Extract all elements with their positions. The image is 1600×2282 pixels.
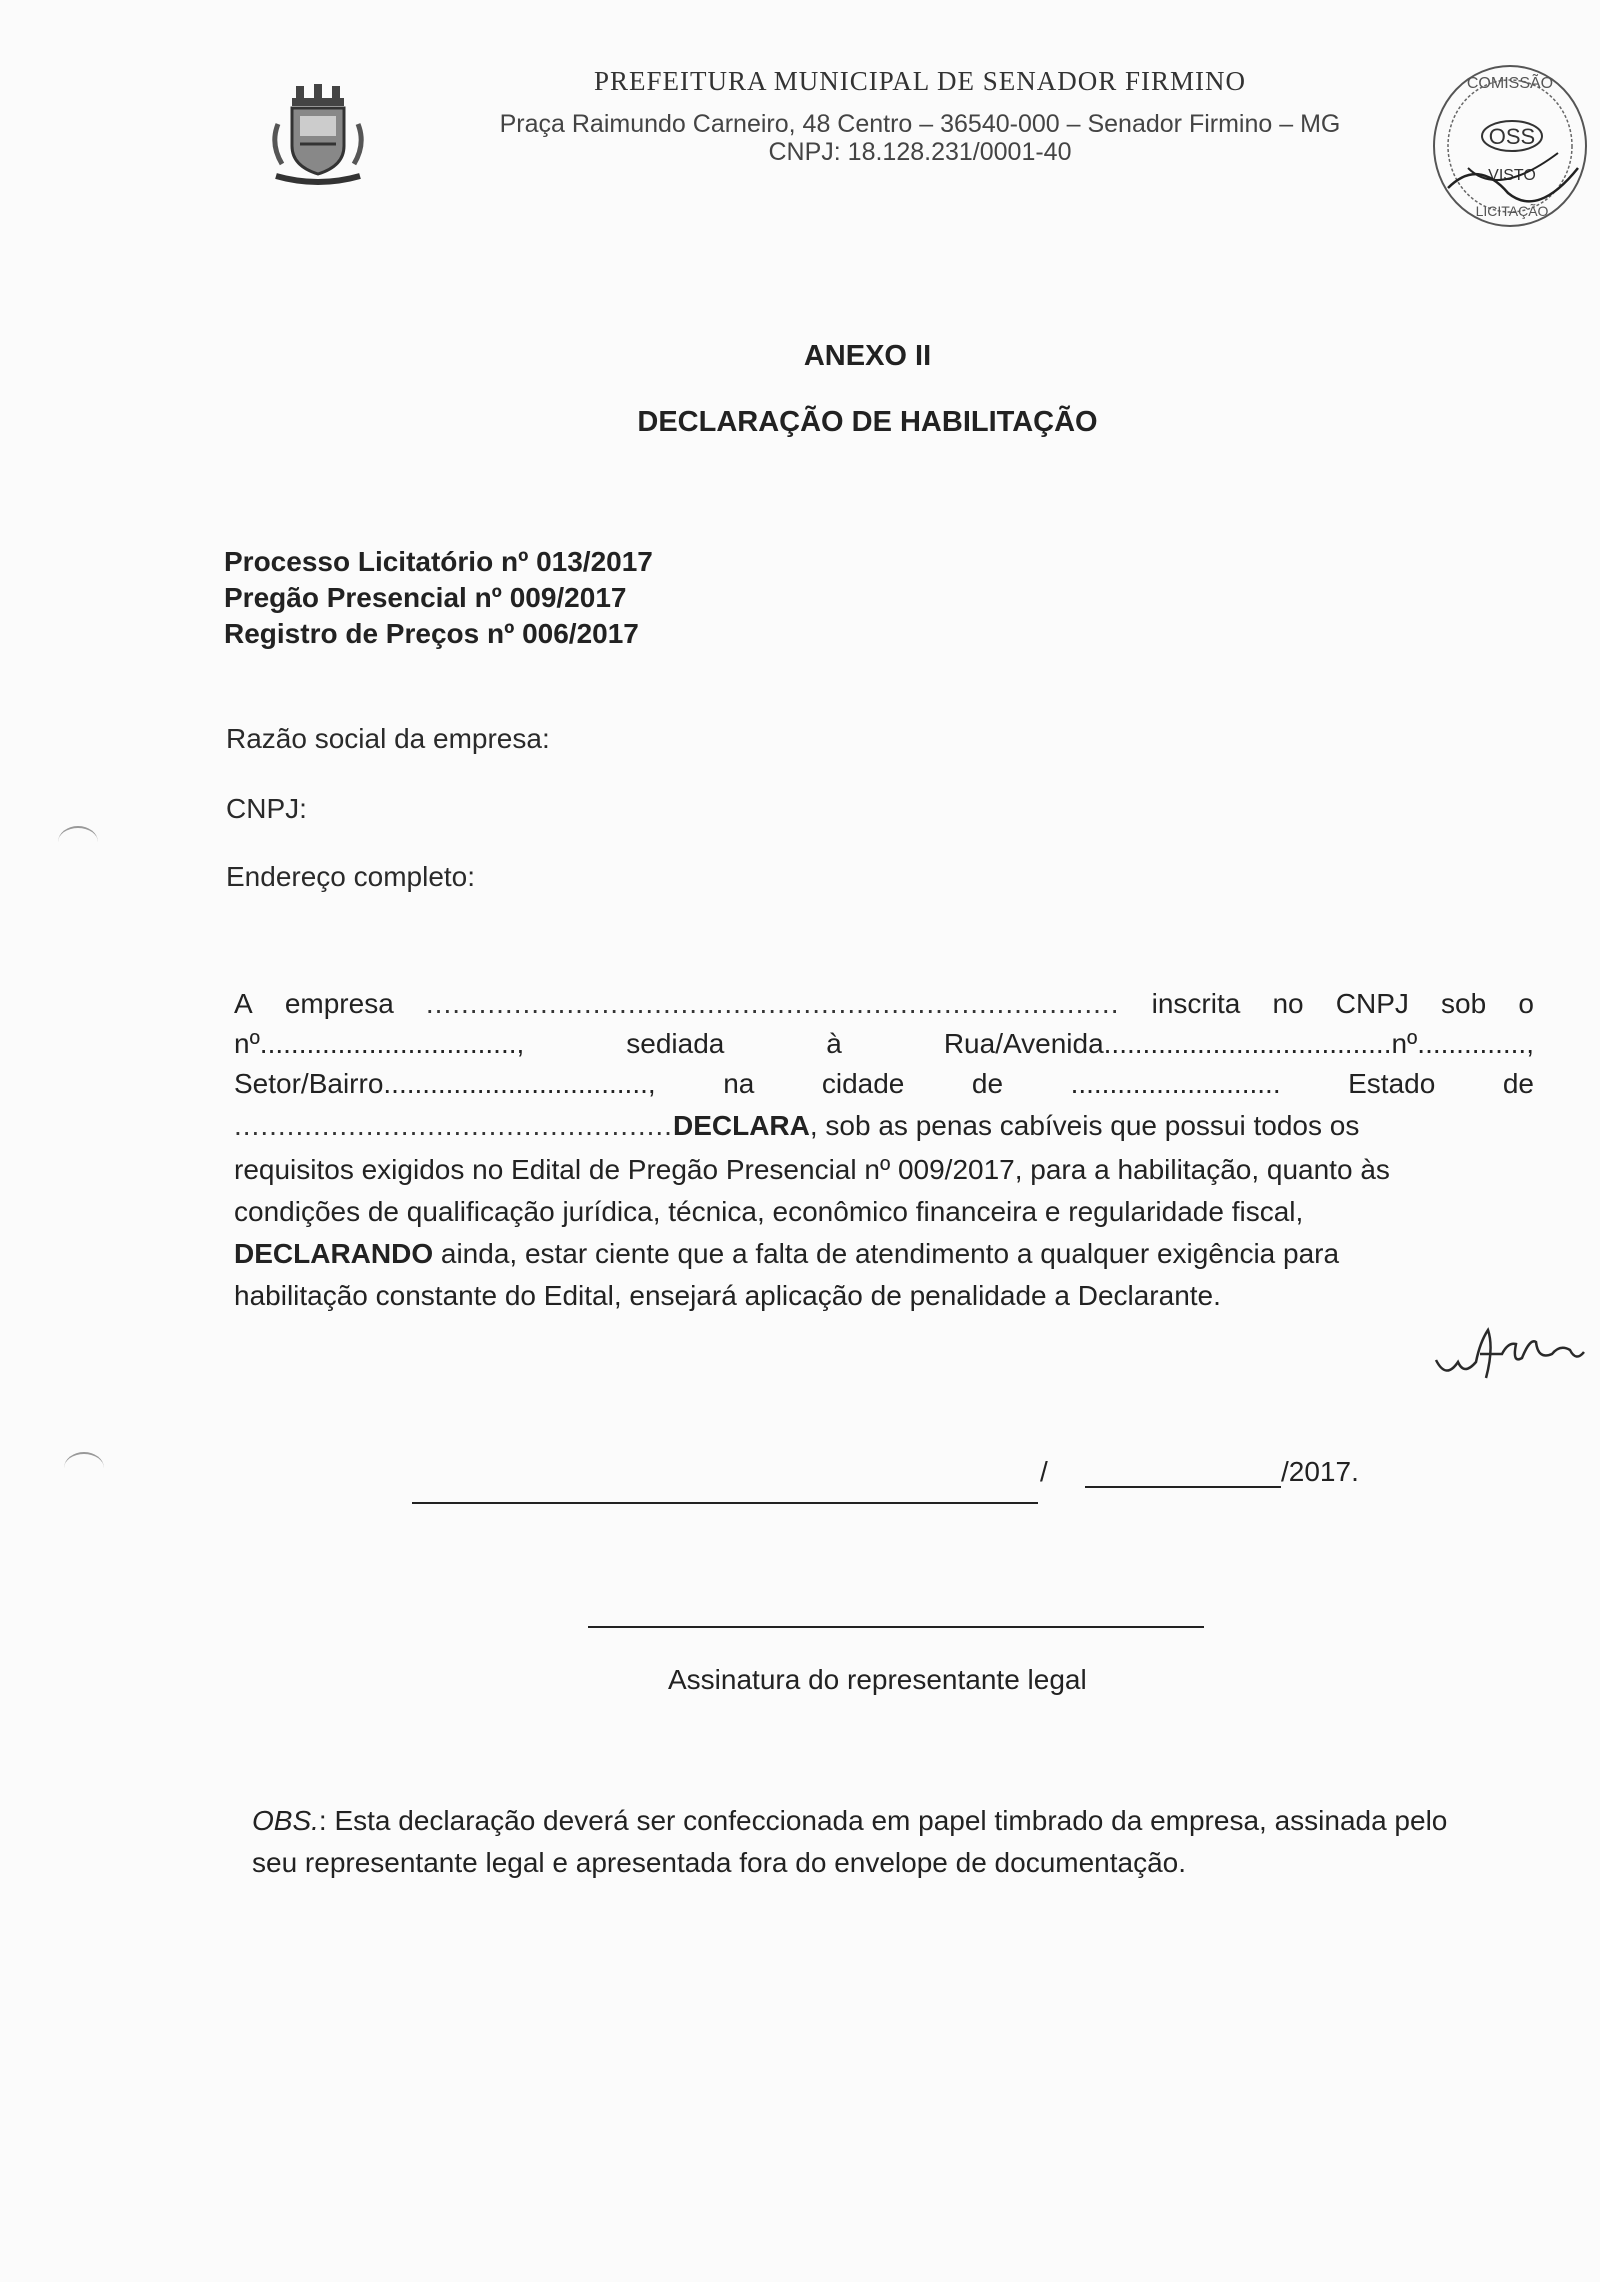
process-number: Processo Licitatório nº 013/2017 bbox=[224, 546, 653, 577]
commission-seal-stamp bbox=[1428, 58, 1593, 238]
seal-top-text: COMISSÃO bbox=[1466, 75, 1554, 92]
date-month-line bbox=[1085, 1486, 1281, 1488]
org-name: PREFEITURA MUNICIPAL DE SENADOR FIRMINO bbox=[593, 66, 1247, 96]
signature-line bbox=[588, 1626, 1204, 1628]
declaration-line-1: A empresa ............................................................................... inscrita no CNPJ sob o bbox=[234, 988, 1534, 1019]
declaration-paragraph bbox=[234, 980, 1534, 1311]
declaration-line-4: ..................................................DECLARA, sob as penas cabíveis que possui todos os bbox=[234, 1110, 1360, 1141]
seal-mid-text: VISTO bbox=[1488, 167, 1536, 184]
declaration-line-2: nº................................., sediada à Rua/Avenida.....................................nº.............., bbox=[234, 1028, 1534, 1059]
seal-bottom-text: LICITAÇÃO bbox=[1475, 203, 1549, 219]
document-heading: DECLARAÇÃO DE HABILITAÇÃO bbox=[637, 406, 1098, 438]
pregao-number: Pregão Presencial nº 009/2017 bbox=[224, 582, 627, 613]
scan-mark bbox=[58, 826, 98, 858]
declaration-line-5: requisitos exigidos no Edital de Pregão Presencial nº 009/2017, para a habilitação, quanto às bbox=[234, 1154, 1390, 1185]
seal-initials: OSS bbox=[1488, 124, 1536, 149]
company-name-label: Razão social da empresa: bbox=[226, 723, 550, 754]
org-cnpj: CNPJ: 18.128.231/0001-40 bbox=[768, 138, 1072, 166]
scan-mark bbox=[64, 1452, 104, 1484]
handwritten-initials bbox=[1430, 1318, 1590, 1390]
declaration-line-6: condições de qualificação jurídica, técnica, econômico financeira e regularidade fiscal, bbox=[234, 1196, 1304, 1227]
org-address: Praça Raimundo Carneiro, 48 Centro – 36540-000 – Senador Firmino – MG bbox=[499, 110, 1341, 138]
observation-note: OBS.: Esta declaração deverá ser confeccionada em papel timbrado da empresa, assinada pelo seu representante legal e apresentada fora do envelope de documentação. bbox=[252, 1805, 1448, 1878]
cnpj-label: CNPJ: bbox=[226, 793, 307, 824]
declaration-line-7: DECLARANDO ainda, estar ciente que a falta de atendimento a qualquer exigência para bbox=[234, 1238, 1340, 1269]
municipal-crest-icon bbox=[268, 84, 368, 194]
registry-number: Registro de Preços nº 006/2017 bbox=[224, 618, 639, 649]
date-year: /2017. bbox=[1281, 1456, 1359, 1487]
date-day-month-line bbox=[412, 1502, 1038, 1504]
date-separator: / bbox=[1040, 1456, 1048, 1487]
signature-label: Assinatura do representante legal bbox=[668, 1664, 1087, 1695]
address-label: Endereço completo: bbox=[226, 861, 476, 892]
annex-title: ANEXO II bbox=[803, 340, 932, 372]
declaration-line-3: Setor/Bairro.................................., na cidade de ........................... Estado de bbox=[234, 1068, 1534, 1099]
declaration-line-8: habilitação constante do Edital, ensejará aplicação de penalidade a Declarante. bbox=[234, 1280, 1221, 1311]
